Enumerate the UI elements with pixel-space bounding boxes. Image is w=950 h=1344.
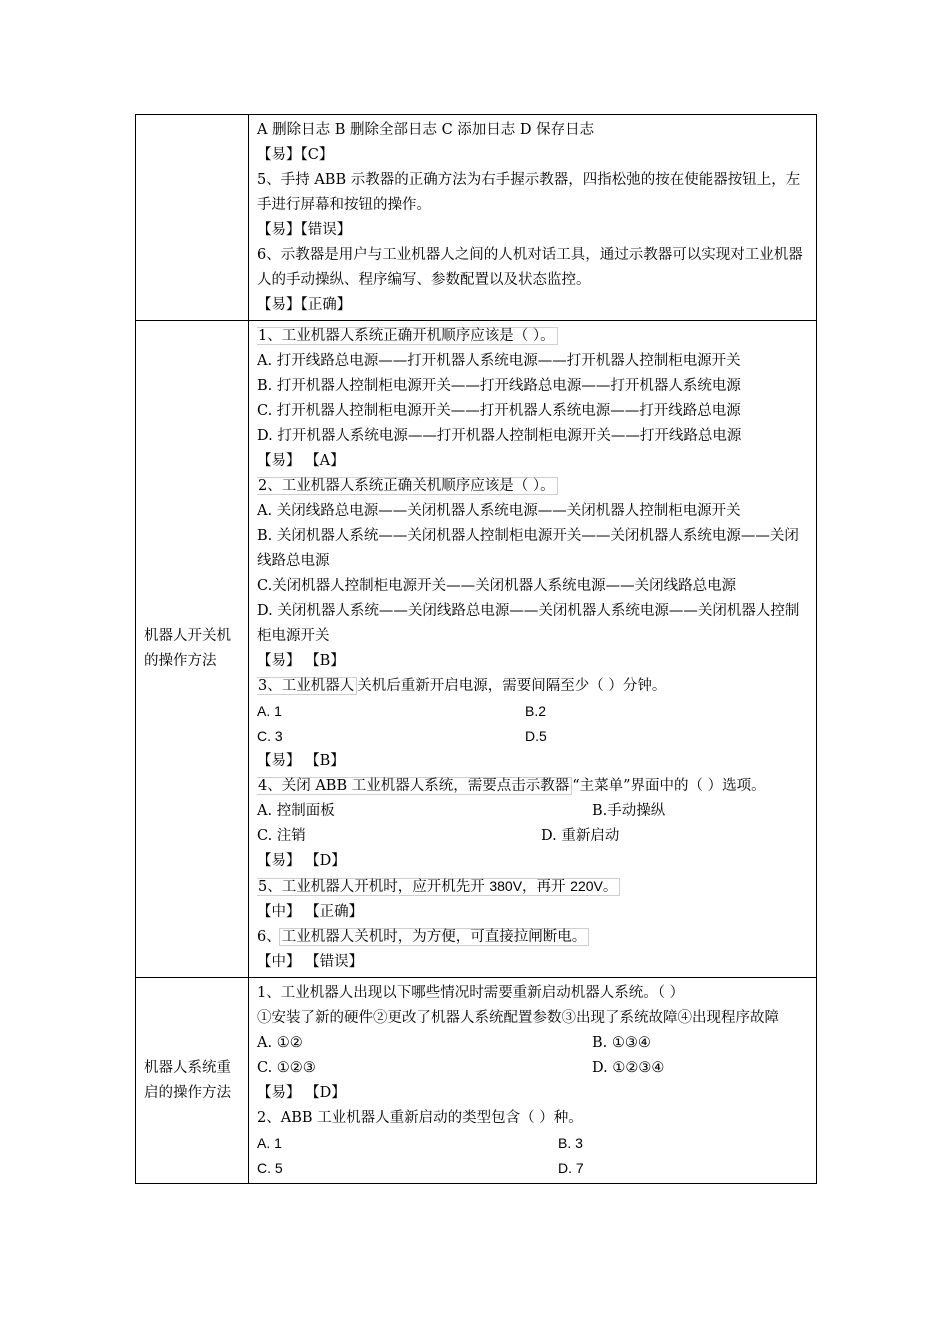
- option-a: A. ①②: [257, 1035, 303, 1051]
- option-d: D. 打开机器人系统电源——打开机器人控制柜电源开关——打开线路总电源: [257, 428, 742, 444]
- question-stem: 2、ABB 工业机器人重新启动的类型包含（ ）种。: [257, 1110, 583, 1126]
- option-b: B. 3: [558, 1135, 583, 1151]
- option-a: A. 1: [257, 703, 282, 719]
- option-c: C.关闭机器人控制柜电源开关——关闭机器人系统电源——关闭线路总电源: [257, 578, 737, 594]
- option-row: [257, 1131, 810, 1156]
- option-d: D.5: [525, 728, 547, 744]
- option-b: B. 关闭机器人系统——关闭机器人控制柜电源开关——关闭机器人系统电源——关闭线路总电源: [257, 528, 799, 569]
- option-row: [257, 1156, 810, 1181]
- answer-key: 【易】 【B】: [257, 753, 345, 769]
- option-a: A. 控制面板: [257, 803, 335, 819]
- option-b: B. ①③④: [592, 1035, 651, 1051]
- question-table: [135, 114, 817, 1184]
- option-d: D. ①②③④: [592, 1060, 665, 1076]
- option-a: A. 1: [257, 1135, 282, 1151]
- topic-cell: 机器人系统重启的操作方法: [136, 978, 249, 1184]
- answer-key: 【易】【错误】: [257, 222, 352, 238]
- option-row: [257, 1031, 810, 1056]
- question-stem: 1、工业机器人系统正确开机顺序应该是（ ）。: [257, 327, 558, 345]
- option-row: [257, 724, 810, 749]
- stem-rest: “主菜单”界面中的（ ）选项。: [572, 778, 766, 794]
- answer-key: 【易】 【D】: [257, 1085, 346, 1101]
- answer-key: 【易】【C】: [257, 147, 334, 163]
- option-b: B.手动操纵: [592, 803, 666, 819]
- option-row: [257, 1056, 810, 1081]
- option-d: D. 关闭机器人系统——关闭线路总电源——关闭机器人系统电源——关闭机器人控制柜电源开关: [257, 603, 800, 644]
- stem-boxed-part: 工业机器人关机时，为方便，可直接拉闸断电。: [279, 928, 590, 946]
- question-stem: 5、工业机器人开机时，应开机先开 380V，再开 220V。: [257, 878, 620, 896]
- option-c: C. 注销: [257, 828, 306, 844]
- option-a: A. 打开线路总电源——打开机器人系统电源——打开机器人控制柜电源开关: [257, 353, 741, 369]
- answer-key: 【易】 【B】: [257, 653, 345, 669]
- answer-options: A 删除日志 B 删除全部日志 C 添加日志 D 保存日志: [257, 122, 595, 138]
- question-stem: [257, 674, 810, 699]
- option-a: A. 关闭线路总电源——关闭机器人系统电源——关闭机器人控制柜电源开关: [257, 503, 741, 519]
- option-c: C. 打开机器人控制柜电源开关——打开机器人系统电源——打开线路总电源: [257, 403, 741, 419]
- topic-cell: 机器人开关机的操作方法: [136, 321, 249, 978]
- question-stem: [257, 925, 810, 950]
- stem-boxed-part: 3、工业机器人: [257, 677, 357, 695]
- question-stem: 5、手持 ABB 示教器的正确方法为右手握示教器，四指松弛的按在使能器按钮上，左手进行屏幕和按钮的操作。: [257, 172, 801, 213]
- option-c: C. ①②③: [257, 1060, 316, 1076]
- table-row: [136, 978, 817, 1184]
- topic-cell-empty: [136, 115, 249, 321]
- content-cell: [249, 321, 817, 978]
- option-b: B. 打开机器人控制柜电源开关——打开线路总电源——打开机器人系统电源: [257, 378, 741, 394]
- option-row: [257, 699, 810, 724]
- answer-key: 【易】 【D】: [257, 853, 346, 869]
- question-stem: 2、工业机器人系统正确关机顺序应该是（ ）。: [257, 477, 558, 495]
- stem-boxed-part: 4、关闭 ABB 工业机器人系统，需要点击示教器: [257, 777, 572, 795]
- option-c: C. 3: [257, 728, 283, 744]
- question-detail: ①安装了新的硬件②更改了机器人系统配置参数③出现了系统故障④出现程序故障: [257, 1010, 779, 1026]
- question-stem: 1、工业机器人出现以下哪些情况时需要重新启动机器人系统。（ ）: [257, 985, 685, 1001]
- content-cell: [249, 978, 817, 1184]
- option-d: D. 重新启动: [541, 828, 620, 844]
- answer-key: 【易】【正确】: [257, 297, 352, 313]
- table-row: [136, 115, 817, 321]
- answer-key: 【易】 【A】: [257, 453, 345, 469]
- option-d: D. 7: [558, 1160, 584, 1176]
- question-stem: 6、示教器是用户与工业机器人之间的人机对话工具，通过示教器可以实现对工业机器人的手动操纵、程序编写、参数配置以及状态监控。: [257, 247, 803, 288]
- option-row: [257, 824, 810, 849]
- table-row: [136, 321, 817, 978]
- content-cell: [249, 115, 817, 321]
- option-row: [257, 799, 810, 824]
- answer-key: 【中】 【错误】: [257, 954, 364, 970]
- stem-rest: 关机后重新开启电源，需要间隔至少（ ）分钟。: [357, 678, 667, 694]
- answer-key: 【中】 【正确】: [257, 904, 364, 920]
- question-number: 6、: [257, 929, 281, 945]
- option-b: B.2: [525, 703, 547, 719]
- option-c: C. 5: [257, 1160, 283, 1176]
- question-stem: [257, 774, 810, 799]
